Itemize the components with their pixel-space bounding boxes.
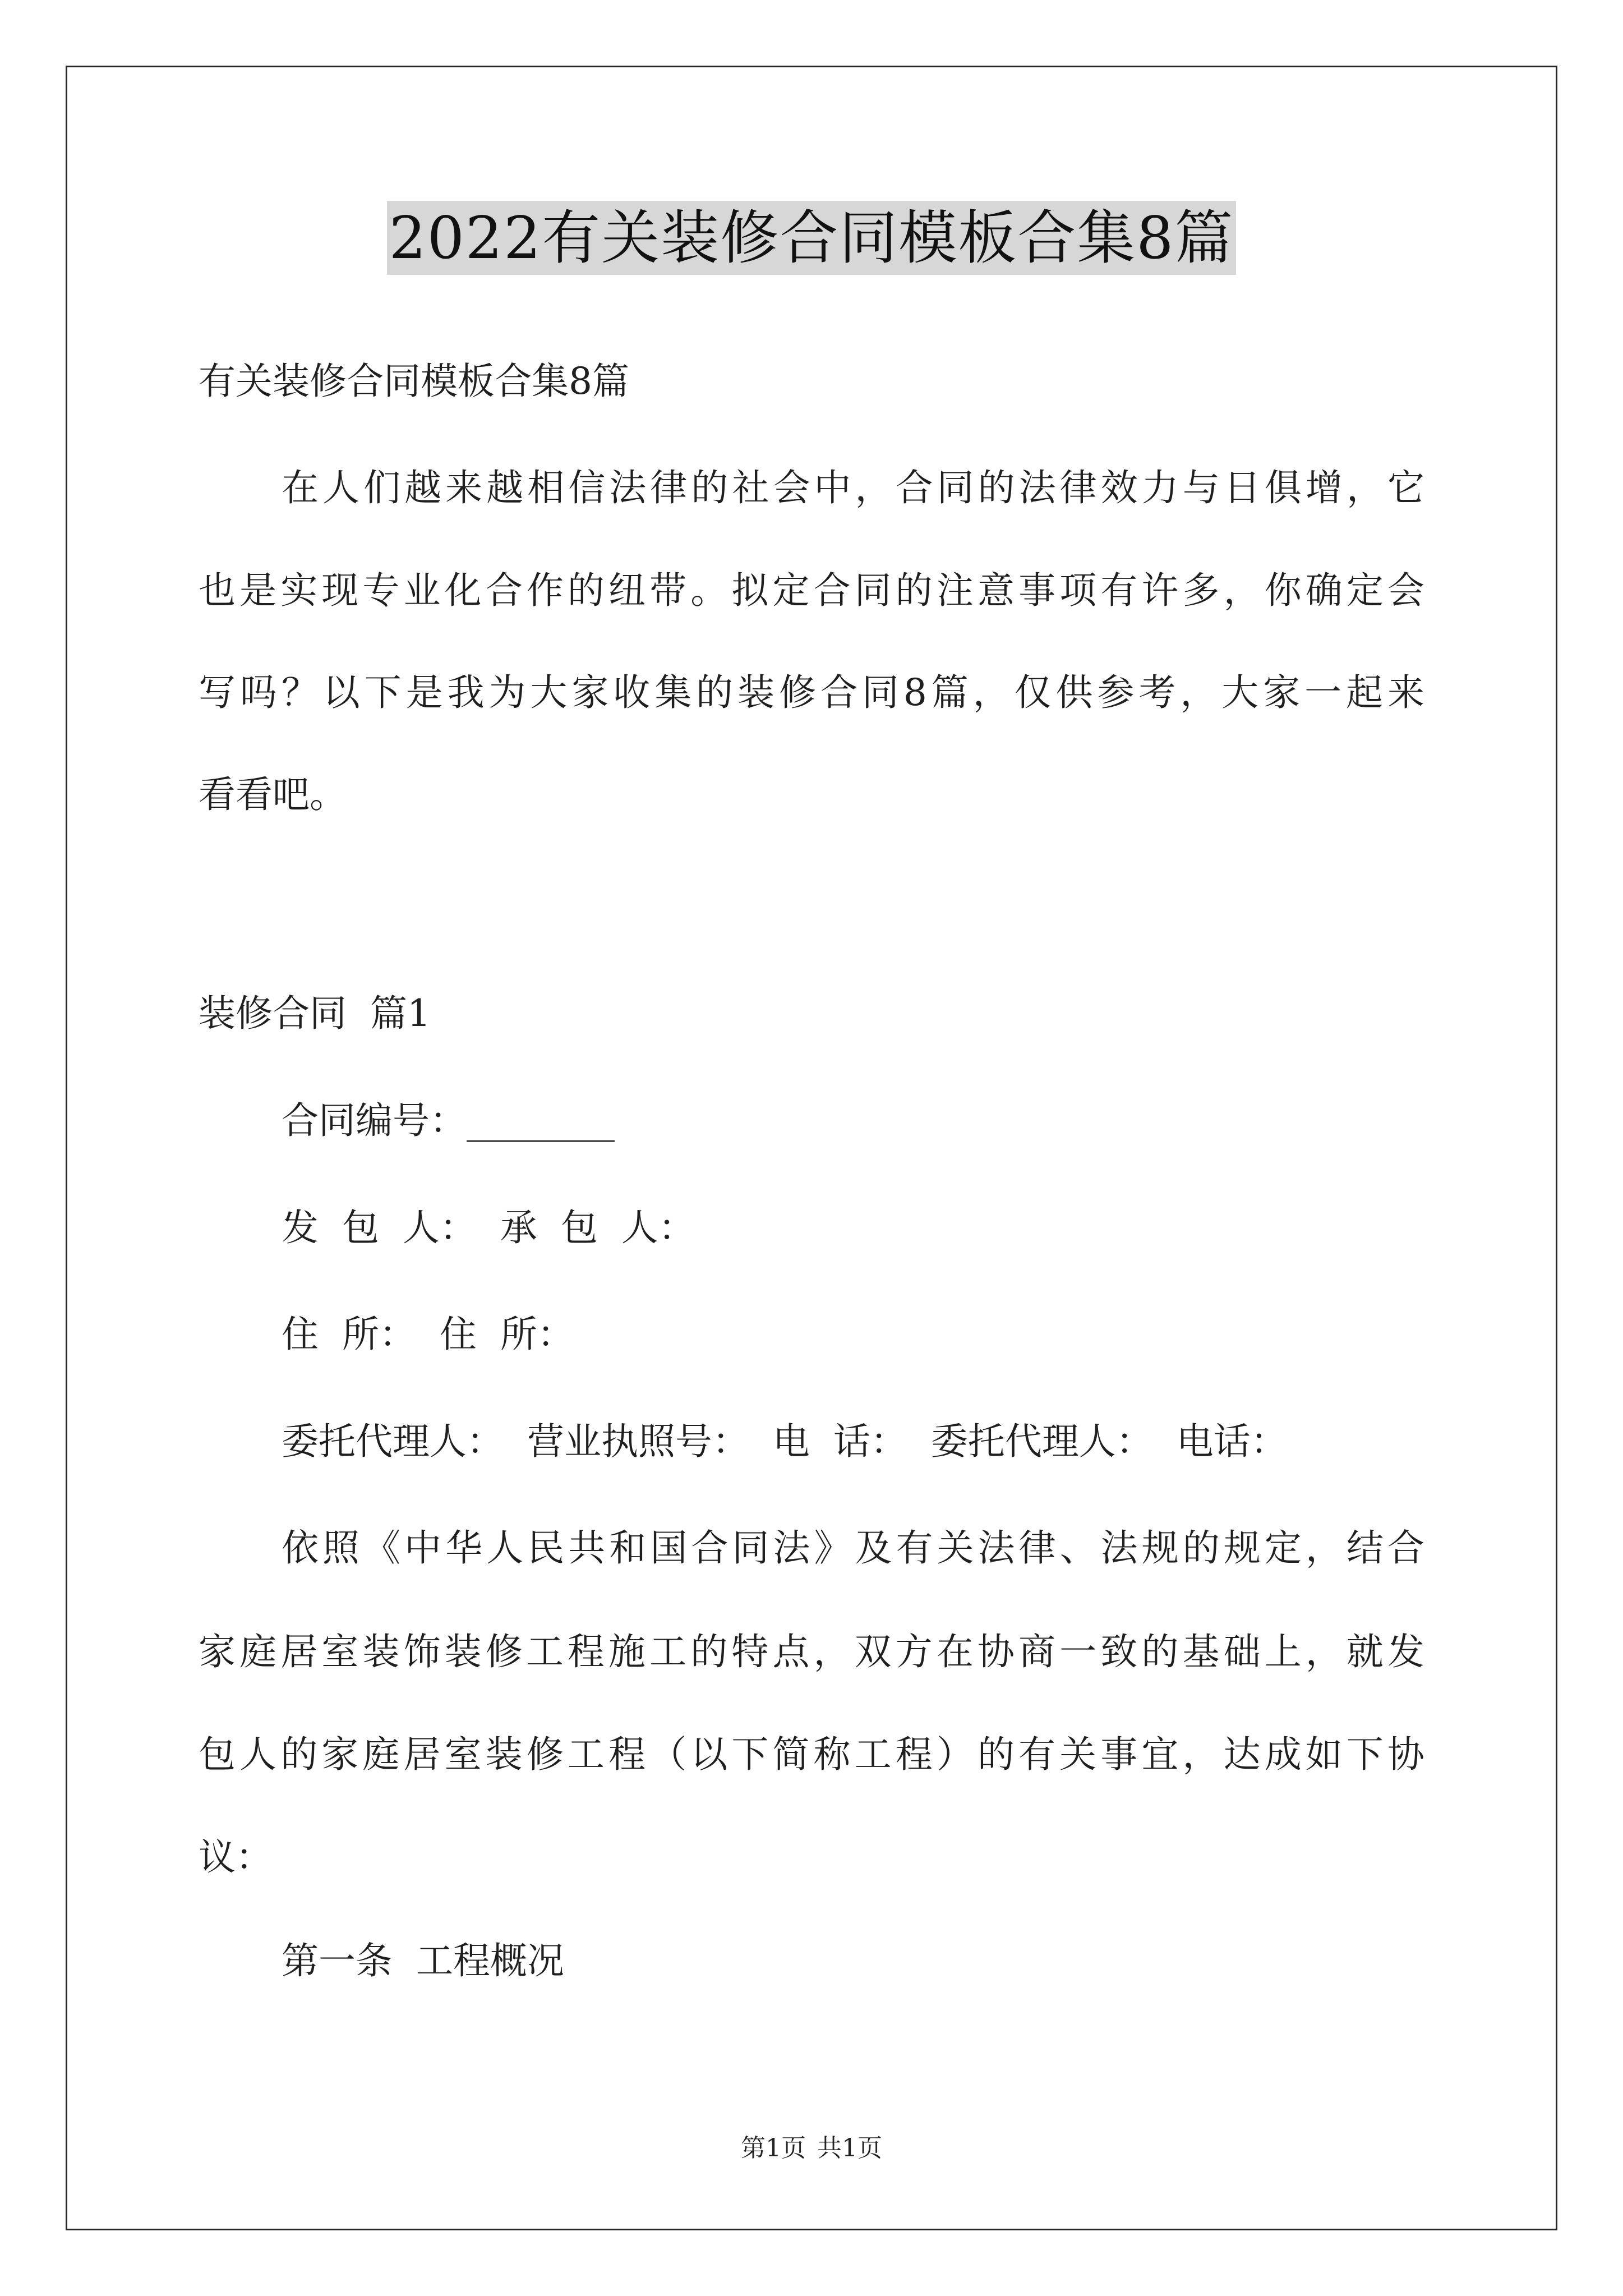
- page-number: 第1页: [741, 2134, 806, 2162]
- page-footer: [0, 2132, 1623, 2165]
- document-title: 2022有关装修合同模板合集8篇: [387, 201, 1237, 275]
- contract-number: 合同编号：________: [282, 1099, 615, 1142]
- section-heading: 装修合同 篇1: [199, 992, 431, 1035]
- basis-line-1: 依照《中华人民共和国合同法》及有关法律、法规的规定，结合: [282, 1526, 1424, 1570]
- document-subtitle: 有关装修合同模板合集8篇: [199, 360, 629, 403]
- address-line: 住 所： 住 所：: [282, 1313, 574, 1356]
- basis-line-2: 家庭居室装饰装修工程施工的特点，双方在协商一致的基础上，就发: [199, 1630, 1424, 1673]
- basis-line-3: 包人的家庭居室装修工程（以下简称工程）的有关事宜，达成如下协: [199, 1733, 1424, 1776]
- parties-line: 发 包 人： 承 包 人：: [282, 1206, 695, 1249]
- title-container: [0, 201, 1623, 275]
- intro-line-3: 写吗？以下是我为大家收集的装修合同8篇，仅供参考，大家一起来: [199, 671, 1424, 714]
- intro-line-2: 也是实现专业化合作的纽带。拟定合同的注意事项有许多，你确定会: [199, 569, 1424, 612]
- basis-line-4: 议：: [199, 1835, 273, 1879]
- page-total: 共1页: [817, 2134, 882, 2162]
- article-1-heading: 第一条 工程概况: [282, 1939, 564, 1982]
- intro-line-1: 在人们越来越相信法律的社会中，合同的法律效力与日俱增，它: [282, 466, 1424, 509]
- agents-line: 委托代理人： 营业执照号： 电 话： 委托代理人： 电话：: [282, 1420, 1288, 1463]
- intro-line-4: 看看吧。: [199, 773, 347, 816]
